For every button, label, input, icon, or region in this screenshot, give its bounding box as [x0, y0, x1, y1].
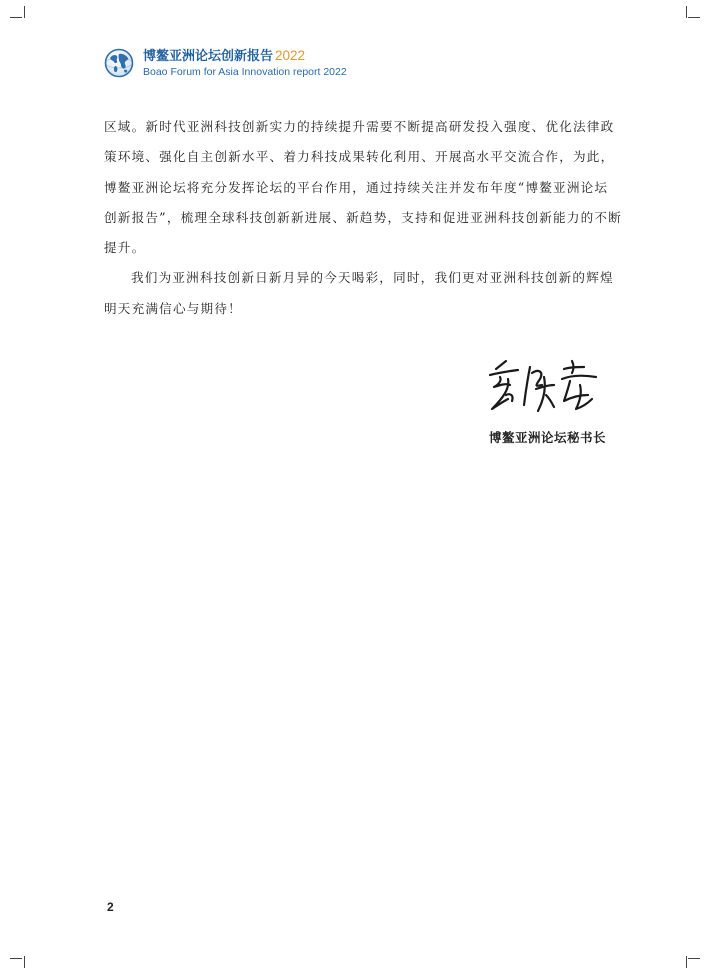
crop-mark-bottom-right-v — [686, 956, 687, 968]
crop-mark-top-left-v — [24, 6, 25, 18]
handwritten-signature — [484, 355, 602, 417]
header-text — [143, 48, 347, 79]
header-subtitle: Boao Forum for Asia Innovation report 2022 — [143, 65, 347, 78]
header-title — [143, 48, 347, 65]
paragraph-2-line-2: 明天充满信心与期待！ — [104, 300, 242, 316]
paragraph-1-line-4: 创新报告”，梳理全球科技创新新进展、新趋势，支持和促进亚洲科技创新能力的不断 — [104, 209, 623, 225]
header-title-cn: 博鳌亚洲论坛创新报告 — [143, 48, 274, 64]
header-title-year: 2022 — [275, 47, 306, 63]
paragraph-1-line-1: 区域。新时代亚洲科技创新实力的持续提升需要不断提高研发投入强度、优化法律政 — [104, 119, 615, 134]
paragraph-2-line-1: 我们为亚洲科技创新日新月异的今天喝彩，同时，我们更对亚洲科技创新的辉煌 — [131, 270, 614, 286]
signature-role: 博鳌亚洲论坛秘书长 — [488, 430, 606, 445]
paragraph-1-line-5: 提升。 — [104, 240, 146, 256]
paragraph-1-line-2: 策环境、强化自主创新水平、着力科技成果转化利用、开展高水平交流合作，为此， — [104, 149, 615, 165]
crop-mark-top-left-h — [10, 17, 22, 18]
paragraph-1-line-3: 博鳌亚洲论坛将充分发挥论坛的平台作用，通过持续关注并发布年度“博鳌亚洲论坛 — [104, 179, 609, 195]
globe-logo-icon — [104, 48, 134, 78]
paragraph-2 — [104, 263, 614, 324]
page-number: 2 — [107, 900, 114, 914]
page-header — [104, 46, 347, 80]
crop-mark-bottom-left-h — [10, 958, 22, 959]
crop-mark-top-right-v — [686, 6, 687, 18]
crop-mark-top-right-h — [688, 17, 700, 18]
paragraph-1 — [104, 112, 623, 263]
body-content — [104, 112, 623, 324]
crop-mark-bottom-right-h — [688, 958, 700, 959]
crop-mark-bottom-left-v — [24, 956, 25, 968]
